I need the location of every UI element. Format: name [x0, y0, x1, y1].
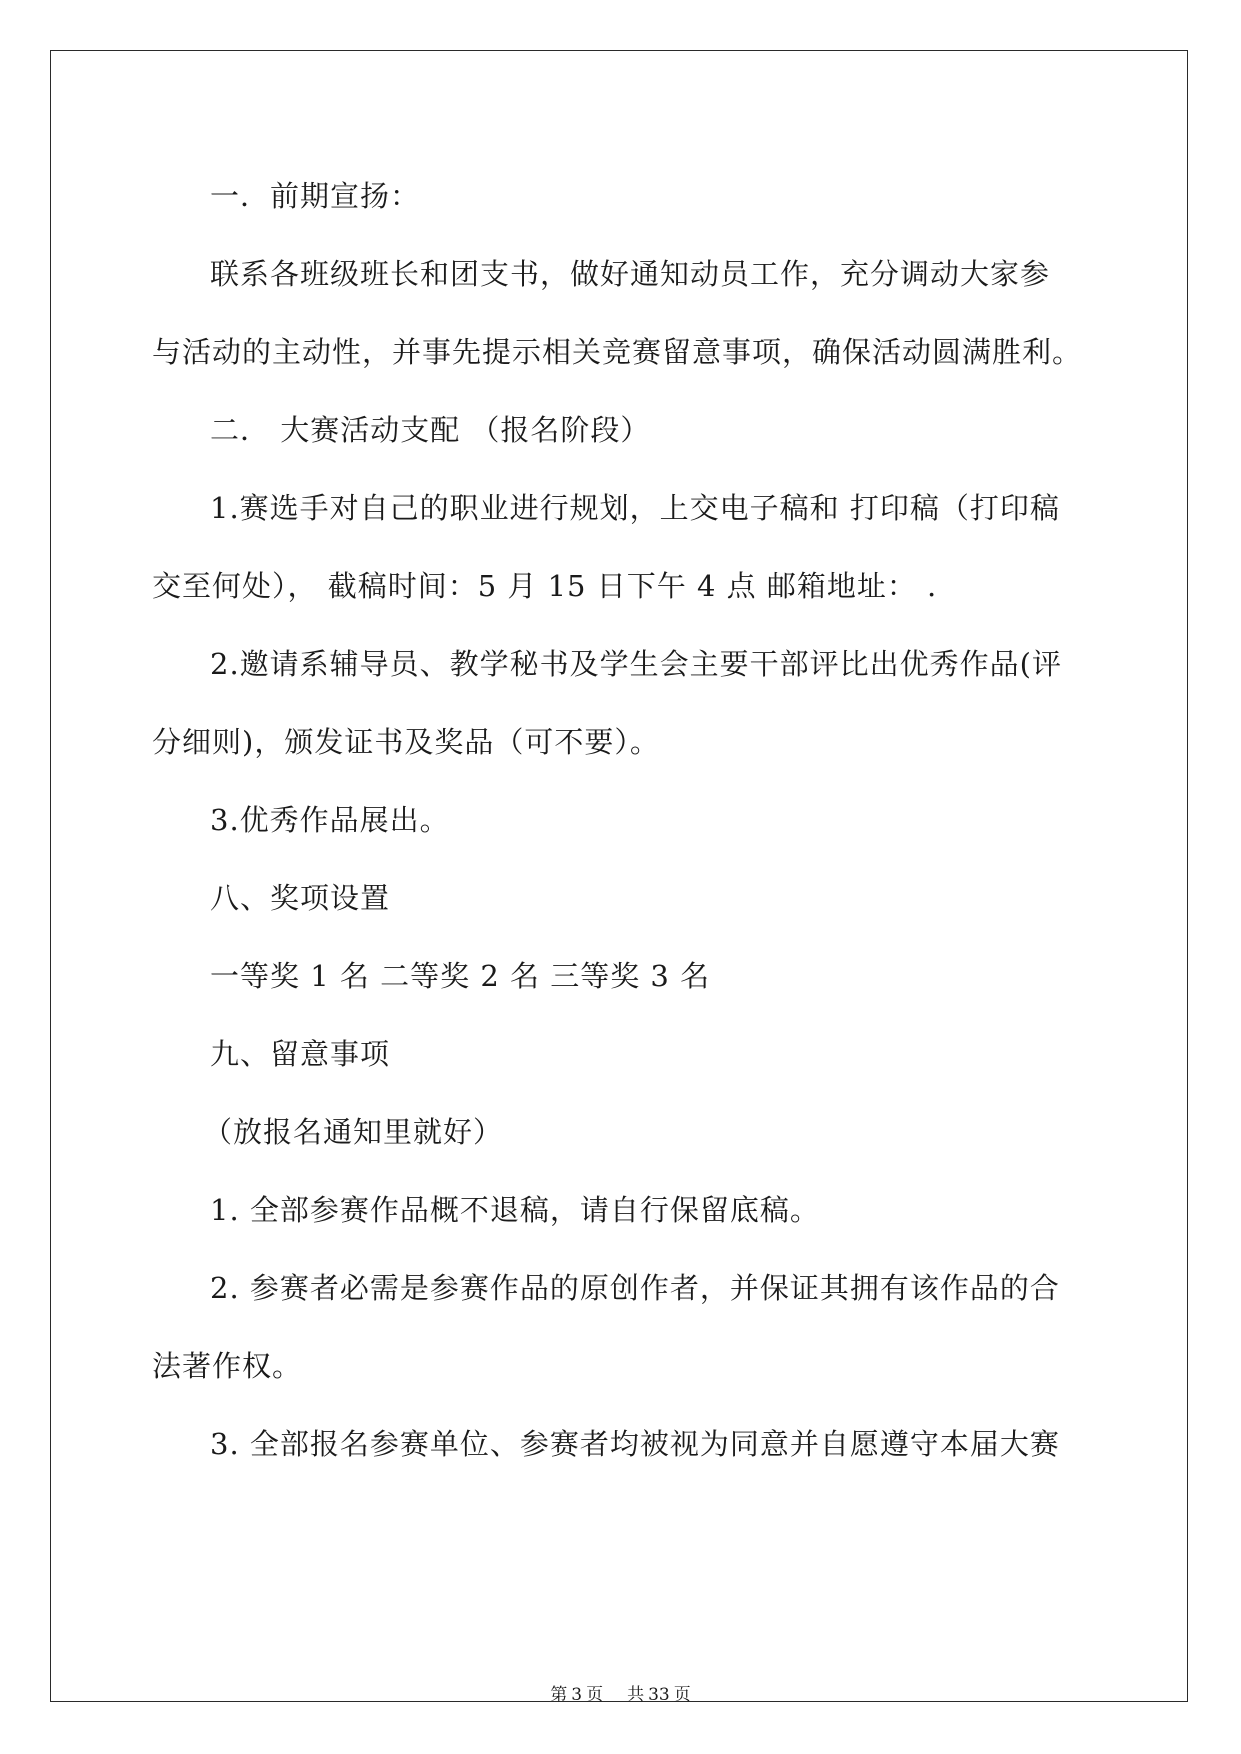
paragraph-line: 法著作权。	[152, 1349, 303, 1383]
total-label-prefix: 共	[627, 1685, 645, 1705]
page-number: 3	[571, 1685, 583, 1705]
paragraph-line: 联系各班级班长和团支书，做好通知动员工作，充分调动大家参	[210, 257, 1051, 291]
page-footer	[0, 1684, 1241, 1706]
page-label-prefix: 第	[550, 1685, 568, 1705]
heading-awards: 八、奖项设置	[210, 881, 391, 915]
paragraph-line: 2. 参赛者必需是参赛作品的原创作者，并保证其拥有该作品的合	[210, 1271, 1060, 1305]
paragraph-line: 2.邀请系辅导员、教学秘书及学生会主要干部评比出优秀作品(评	[210, 647, 1062, 681]
paragraph-line: 交至何处）， 截稿时间：5 月 15 日下午 4 点 邮箱地址： .	[152, 569, 938, 603]
heading-notes: 九、留意事项	[210, 1037, 391, 1071]
page-total: 33	[648, 1685, 670, 1705]
paragraph-line: 与活动的主动性，并事先提示相关竞赛留意事项，确保活动圆满胜利。	[152, 335, 1083, 369]
page-label-suffix: 页	[586, 1685, 604, 1705]
total-label-suffix: 页	[673, 1685, 691, 1705]
heading-publicity: 一．前期宣扬：	[210, 179, 421, 213]
paragraph-line: 分细则)，颁发证书及奖品（可不要）。	[152, 725, 660, 759]
paragraph-line: 1. 全部参赛作品概不退稿，请自行保留底稿。	[210, 1193, 820, 1227]
notes-remark: （放报名通知里就好）	[203, 1115, 504, 1149]
paragraph-line: 1.赛选手对自己的职业进行规划，上交电子稿和 打印稿（打印稿	[210, 491, 1060, 525]
paragraph-line: 3. 全部报名参赛单位、参赛者均被视为同意并自愿遵守本届大赛	[210, 1427, 1060, 1461]
awards-list: 一等奖 1 名 二等奖 2 名 三等奖 3 名	[210, 959, 711, 993]
heading-contest-arrangement: 二． 大赛活动支配 （报名阶段）	[210, 413, 651, 447]
paragraph-line: 3.优秀作品展出。	[210, 803, 450, 837]
